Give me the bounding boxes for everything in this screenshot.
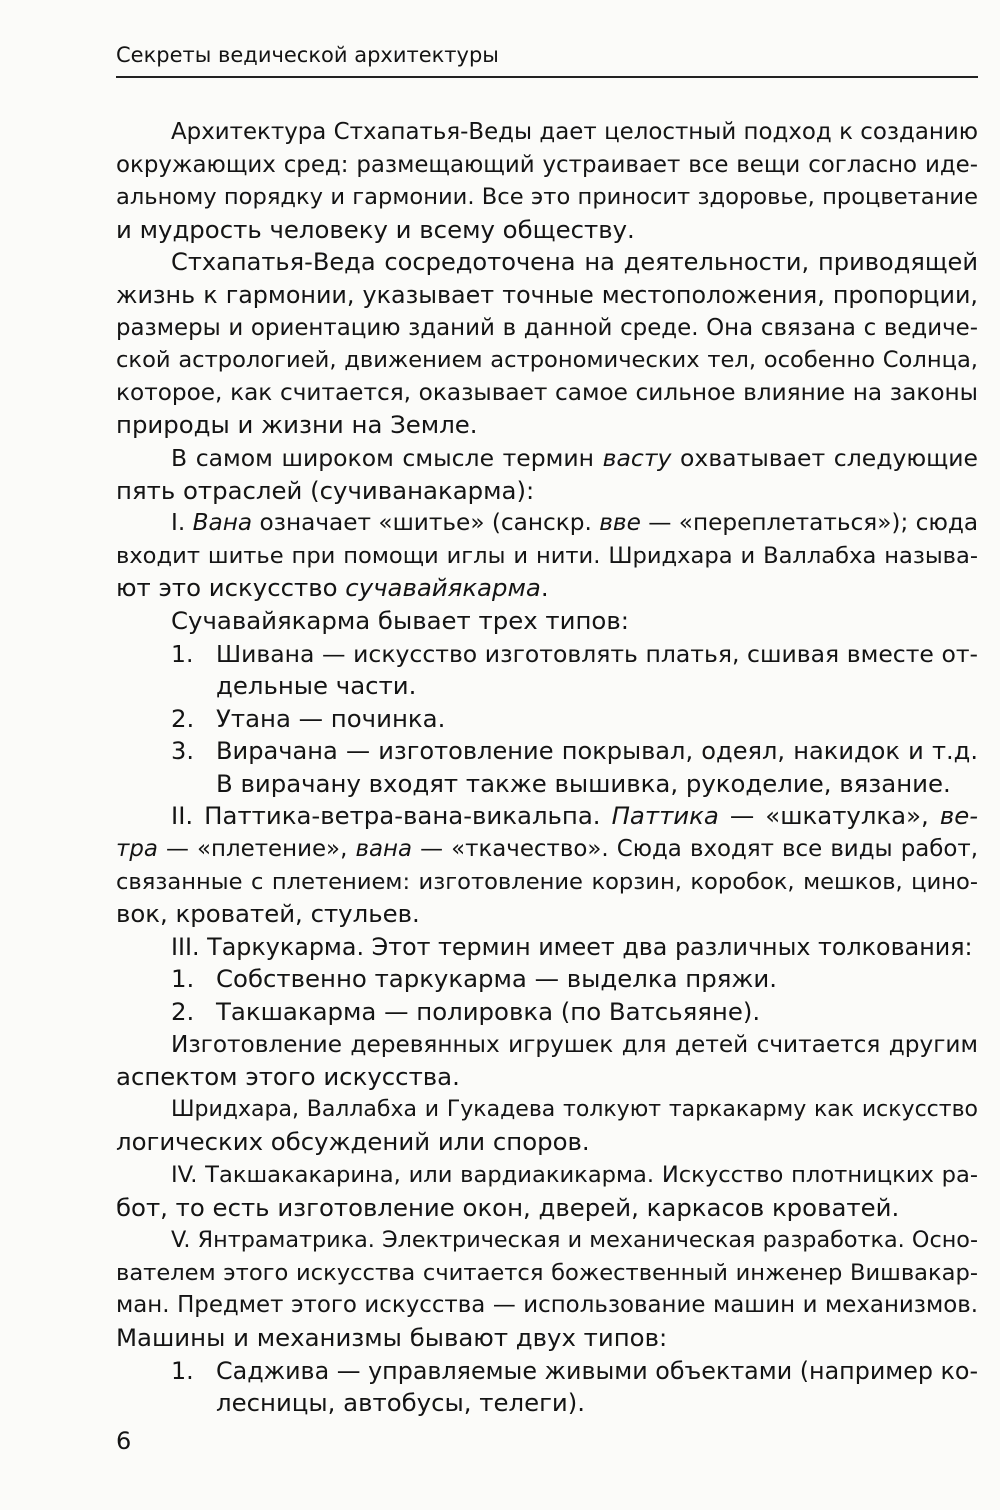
running-header-title: Секреты ведической архитектуры xyxy=(116,43,499,67)
paragraph-line: Стхапатья-Веда сосредоточена на деятельности, приводящей xyxy=(171,248,978,277)
list-text: Саджива — управляемые живыми объектами (например ко- xyxy=(216,1356,979,1385)
text-run: В самом широком смысле термин xyxy=(171,443,603,472)
paragraph-line xyxy=(116,442,978,475)
list-item xyxy=(116,1355,978,1388)
list-number: 2. xyxy=(171,997,195,1027)
list-number: 3. xyxy=(171,737,194,766)
list-number: 1. xyxy=(171,1356,194,1385)
paragraph-line: ской астрологией, движением астрономических тел, особенно Солнца, xyxy=(116,347,978,374)
paragraph-line: бот, то есть изготовление окон, дверей, каркасов кроватей. xyxy=(116,1192,900,1222)
list-text: Такшакарма — полировка (по Ватсьяяне). xyxy=(216,997,761,1027)
list-text: Утана — починка. xyxy=(216,703,446,733)
text-run: II. Паттика-ветра-вана-викальпа. xyxy=(171,801,612,831)
text-run: — «переплетаться»); сюда xyxy=(640,509,979,537)
list-item xyxy=(116,735,978,768)
text-run: ют это искусство xyxy=(116,573,346,603)
list-item-continuation: В вирачану входят также вышивка, рукоделие, вязание. xyxy=(216,768,951,798)
paragraph-line: связанные с плетением: изготовление корзин, коробок, мешков, цино- xyxy=(116,868,978,895)
page-number: 6 xyxy=(116,1427,132,1455)
paragraph-line: логических обсуждений или споров. xyxy=(116,1127,590,1157)
running-header xyxy=(116,40,978,78)
italic-term: ве- xyxy=(939,801,979,831)
paragraph-line: ман. Предмет этого искусства — использование машин и механизмов. xyxy=(116,1292,978,1319)
text-run: — «ткачество». Сюда входят все виды работ, xyxy=(411,836,978,863)
paragraph-line xyxy=(116,572,978,605)
paragraph-line xyxy=(116,833,978,866)
list-number: 1. xyxy=(171,964,195,994)
text-run: — «плетение», xyxy=(157,836,356,863)
paragraph-line: аспектом этого искусства. xyxy=(116,1062,460,1092)
italic-term: тра xyxy=(116,836,158,863)
paragraph-line: вателем этого искусства считается божественный инженер Вишвакар- xyxy=(116,1259,978,1286)
text-run: охватывает следующие xyxy=(671,443,979,472)
paragraph-line: V. Янтраматрика. Электрическая и механическая разработка. Осно- xyxy=(171,1227,978,1254)
italic-term: вве xyxy=(599,509,641,537)
paragraph-line: входит шитье при помощи иглы и нити. Шридхара и Валлабха называ- xyxy=(116,542,978,569)
list-text: Шивана — искусство изготовлять платья, сшивая вместе от- xyxy=(216,639,978,668)
list-item xyxy=(116,703,978,736)
italic-term: сучавайякарма xyxy=(345,573,541,603)
paragraph-line: альному порядку и гармонии. Все это приносит здоровье, процветание xyxy=(116,184,978,211)
italic-term: Паттика xyxy=(611,801,719,831)
paragraph-line: и мудрость человеку и всему обществу. xyxy=(116,214,635,244)
paragraph-line: IV. Такшакакарина, или вардиакикарма. Искусство плотницких ра- xyxy=(171,1162,978,1188)
paragraph-line: окружающих сред: размещающий устраивает все вещи согласно иде- xyxy=(116,151,978,178)
paragraph-line: III. Таркукарма. Этот термин имеет два различных толкования: xyxy=(171,932,973,961)
text-run: — «шкатулка», xyxy=(718,801,940,831)
list-text: Собственно таркукарма — выделка пряжи. xyxy=(216,964,777,994)
paragraph-line: Изготовление деревянных игрушек для детей считается другим xyxy=(171,1030,978,1058)
paragraph-line: природы и жизни на Земле. xyxy=(116,410,478,440)
list-number: 2. xyxy=(171,703,195,733)
text-run: . xyxy=(540,573,549,603)
list-item xyxy=(116,963,978,996)
paragraph-line: которое, как считается, оказывает самое сильное влияние на законы xyxy=(116,378,978,406)
paragraph-line: Сучавайякарма бывает трех типов: xyxy=(171,605,629,635)
list-number: 1. xyxy=(171,639,194,668)
paragraph-line: Машины и механизмы бывают двух типов: xyxy=(116,1322,668,1352)
paragraph-line xyxy=(116,507,978,540)
paragraph-line xyxy=(116,800,978,833)
list-item-continuation: дельные части. xyxy=(216,671,417,701)
italic-term: вана xyxy=(355,836,412,863)
list-item xyxy=(116,996,978,1029)
paragraph-line: Шридхара, Валлабха и Гукадева толкуют таркакарму как искусство xyxy=(171,1096,978,1122)
paragraph-line: размеры и ориентацию зданий в данной среде. Она связана с ведиче- xyxy=(116,314,978,341)
paragraph-line: жизнь к гармонии, указывает точные местоположения, пропорции, xyxy=(116,280,978,309)
text-run: означает «шитье» (санскр. xyxy=(252,509,600,537)
paragraph-line: вок, кроватей, стульев. xyxy=(116,899,420,929)
page-body xyxy=(116,116,978,1420)
italic-term: васту xyxy=(602,443,672,472)
paragraph-line: Архитектура Стхапатья-Веды дает целостный подход к созданию xyxy=(171,119,978,145)
text-run: I. xyxy=(171,509,193,537)
italic-term: Вана xyxy=(192,509,253,537)
list-item xyxy=(116,638,978,671)
list-text: Вирачана — изготовление покрывал, одеял, накидок и т.д. xyxy=(216,737,978,766)
paragraph-line: пять отраслей (сучиванакарма): xyxy=(116,475,535,505)
list-item-continuation: лесницы, автобусы, телеги). xyxy=(216,1388,586,1418)
